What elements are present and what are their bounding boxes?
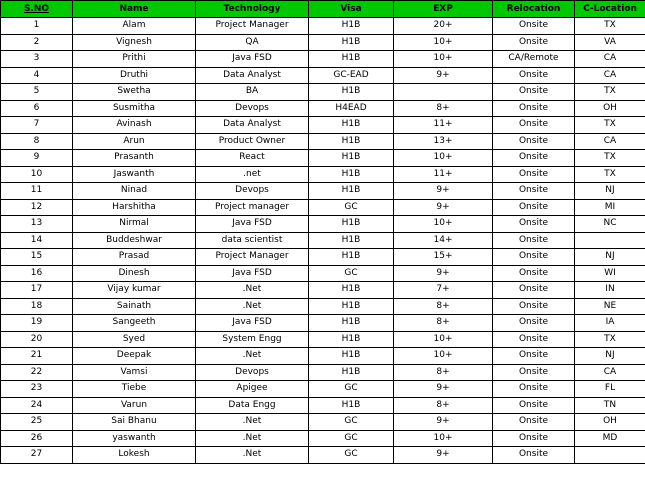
cell-visa[interactable]: H1B [309, 397, 394, 414]
cell-relocation[interactable]: Onsite [493, 348, 575, 365]
cell-technology[interactable]: Java FSD [196, 315, 309, 332]
cell-technology[interactable]: Project Manager [196, 18, 309, 35]
cell-location[interactable]: MI [575, 199, 645, 216]
cell-visa[interactable]: H1B [309, 117, 394, 134]
cell-location[interactable]: NJ [575, 183, 645, 200]
cell-location[interactable]: TX [575, 331, 645, 348]
cell-name[interactable]: Avinash [73, 117, 196, 134]
cell-technology[interactable]: Product Owner [196, 133, 309, 150]
table-row [1, 150, 645, 167]
cell-relocation[interactable]: Onsite [493, 331, 575, 348]
cell-location[interactable]: NJ [575, 249, 645, 266]
cell-location[interactable]: CA [575, 67, 645, 84]
cell-sno[interactable]: 12 [1, 199, 73, 216]
table-row [1, 348, 645, 365]
cell-relocation[interactable]: Onsite [493, 199, 575, 216]
cell-technology[interactable]: data scientist [196, 232, 309, 249]
cell-name[interactable]: Prasanth [73, 150, 196, 167]
cell-name[interactable]: Buddeshwar [73, 232, 196, 249]
table-row [1, 51, 645, 68]
table-row [1, 430, 645, 447]
cell-visa[interactable]: H1B [309, 18, 394, 35]
cell-name[interactable]: Dinesh [73, 265, 196, 282]
cell-technology[interactable]: .Net [196, 414, 309, 431]
cell-sno[interactable]: 15 [1, 249, 73, 266]
cell-relocation[interactable]: Onsite [493, 397, 575, 414]
cell-sno[interactable]: 1 [1, 18, 73, 35]
cell-visa[interactable]: H1B [309, 183, 394, 200]
table-row [1, 282, 645, 299]
cell-visa[interactable]: GC [309, 265, 394, 282]
cell-sno[interactable]: 22 [1, 364, 73, 381]
cell-technology[interactable]: React [196, 150, 309, 167]
cell-exp[interactable]: 10+ [394, 34, 493, 51]
cell-exp[interactable]: 9+ [394, 381, 493, 398]
cell-name[interactable]: Syed [73, 331, 196, 348]
cell-name[interactable]: Vamsi [73, 364, 196, 381]
table-row [1, 447, 645, 464]
cell-exp[interactable]: 13+ [394, 133, 493, 150]
cell-location[interactable]: TX [575, 18, 645, 35]
cell-name[interactable]: Sai Bhanu [73, 414, 196, 431]
cell-visa[interactable]: H1B [309, 34, 394, 51]
cell-sno[interactable]: 17 [1, 282, 73, 299]
cell-name[interactable]: Sangeeth [73, 315, 196, 332]
table-row [1, 18, 645, 35]
cell-visa[interactable]: GC [309, 447, 394, 464]
cell-relocation[interactable]: Onsite [493, 232, 575, 249]
cell-relocation[interactable]: Onsite [493, 150, 575, 167]
cell-exp[interactable]: 9+ [394, 265, 493, 282]
cell-location[interactable]: CA [575, 51, 645, 68]
table-row [1, 34, 645, 51]
cell-relocation[interactable]: Onsite [493, 84, 575, 101]
header-relocation[interactable]: Relocation [493, 1, 575, 18]
cell-exp[interactable]: 10+ [394, 51, 493, 68]
cell-relocation[interactable]: Onsite [493, 414, 575, 431]
cell-location[interactable]: TX [575, 150, 645, 167]
cell-technology[interactable]: System Engg [196, 331, 309, 348]
header-visa[interactable]: Visa [309, 1, 394, 18]
table-row [1, 265, 645, 282]
table-row [1, 166, 645, 183]
cell-exp[interactable]: 8+ [394, 315, 493, 332]
cell-technology[interactable]: BA [196, 84, 309, 101]
cell-relocation[interactable]: Onsite [493, 381, 575, 398]
table-row [1, 298, 645, 315]
cell-location[interactable]: NC [575, 216, 645, 233]
cell-location[interactable]: IN [575, 282, 645, 299]
cell-sno[interactable]: 21 [1, 348, 73, 365]
cell-exp[interactable]: 20+ [394, 18, 493, 35]
cell-technology[interactable]: .Net [196, 298, 309, 315]
cell-relocation[interactable]: Onsite [493, 282, 575, 299]
cell-sno[interactable]: 11 [1, 183, 73, 200]
cell-location[interactable]: OH [575, 100, 645, 117]
cell-relocation[interactable]: Onsite [493, 249, 575, 266]
cell-location[interactable]: TX [575, 84, 645, 101]
header-exp[interactable]: EXP [394, 1, 493, 18]
cell-sno[interactable]: 10 [1, 166, 73, 183]
cell-sno[interactable]: 18 [1, 298, 73, 315]
cell-location[interactable]: WI [575, 265, 645, 282]
table-row [1, 183, 645, 200]
table-row [1, 381, 645, 398]
cell-visa[interactable]: H1B [309, 348, 394, 365]
cell-visa[interactable]: H1B [309, 166, 394, 183]
cell-exp[interactable]: 14+ [394, 232, 493, 249]
cell-relocation[interactable]: Onsite [493, 34, 575, 51]
cell-name[interactable]: Jaswanth [73, 166, 196, 183]
cell-relocation[interactable]: Onsite [493, 183, 575, 200]
cell-location[interactable]: VA [575, 34, 645, 51]
cell-sno[interactable]: 16 [1, 265, 73, 282]
cell-technology[interactable]: Devops [196, 100, 309, 117]
cell-visa[interactable]: H4EAD [309, 100, 394, 117]
cell-exp[interactable]: 10+ [394, 150, 493, 167]
cell-exp[interactable]: 7+ [394, 282, 493, 299]
table-row [1, 84, 645, 101]
cell-name[interactable]: Sainath [73, 298, 196, 315]
cell-visa[interactable]: H1B [309, 232, 394, 249]
cell-location[interactable] [575, 232, 645, 249]
cell-sno[interactable]: 2 [1, 34, 73, 51]
cell-visa[interactable]: H1B [309, 216, 394, 233]
cell-name[interactable]: Susmitha [73, 100, 196, 117]
header-technology[interactable]: Technology [196, 1, 309, 18]
cell-technology[interactable]: .Net [196, 282, 309, 299]
cell-sno[interactable]: 3 [1, 51, 73, 68]
cell-name[interactable]: Ninad [73, 183, 196, 200]
cell-sno[interactable]: 19 [1, 315, 73, 332]
cell-technology[interactable]: Devops [196, 183, 309, 200]
cell-visa[interactable]: H1B [309, 150, 394, 167]
cell-sno[interactable]: 9 [1, 150, 73, 167]
cell-relocation[interactable]: Onsite [493, 18, 575, 35]
cell-sno[interactable]: 23 [1, 381, 73, 398]
cell-technology[interactable]: Java FSD [196, 51, 309, 68]
cell-sno[interactable]: 14 [1, 232, 73, 249]
cell-visa[interactable]: GC-EAD [309, 67, 394, 84]
cell-sno[interactable]: 4 [1, 67, 73, 84]
cell-visa[interactable]: H1B [309, 282, 394, 299]
table-row [1, 133, 645, 150]
header-location[interactable]: C-Location [575, 1, 645, 18]
cell-exp[interactable]: 9+ [394, 199, 493, 216]
cell-visa[interactable]: GC [309, 414, 394, 431]
cell-name[interactable]: Swetha [73, 84, 196, 101]
cell-name[interactable]: yaswanth [73, 430, 196, 447]
cell-location[interactable]: TN [575, 397, 645, 414]
cell-exp[interactable]: 8+ [394, 298, 493, 315]
cell-relocation[interactable]: Onsite [493, 166, 575, 183]
header-row [1, 1, 645, 18]
cell-relocation[interactable]: Onsite [493, 430, 575, 447]
cell-visa[interactable]: GC [309, 381, 394, 398]
cell-exp[interactable]: 11+ [394, 166, 493, 183]
cell-visa[interactable]: H1B [309, 84, 394, 101]
cell-relocation[interactable]: Onsite [493, 364, 575, 381]
cell-technology[interactable]: Devops [196, 364, 309, 381]
cell-exp[interactable]: 10+ [394, 348, 493, 365]
cell-technology[interactable]: QA [196, 34, 309, 51]
cell-sno[interactable]: 20 [1, 331, 73, 348]
table-row [1, 117, 645, 134]
cell-relocation[interactable]: Onsite [493, 315, 575, 332]
cell-location[interactable]: TX [575, 166, 645, 183]
cell-visa[interactable]: H1B [309, 51, 394, 68]
cell-location[interactable]: FL [575, 381, 645, 398]
cell-technology[interactable]: .Net [196, 348, 309, 365]
cell-relocation[interactable]: Onsite [493, 298, 575, 315]
table-row [1, 397, 645, 414]
cell-exp[interactable]: 8+ [394, 100, 493, 117]
cell-exp[interactable]: 10+ [394, 331, 493, 348]
cell-exp[interactable]: 8+ [394, 397, 493, 414]
cell-sno[interactable]: 7 [1, 117, 73, 134]
cell-location[interactable]: NJ [575, 348, 645, 365]
cell-location[interactable]: TX [575, 117, 645, 134]
cell-location[interactable]: CA [575, 133, 645, 150]
table-row [1, 100, 645, 117]
cell-exp[interactable]: 11+ [394, 117, 493, 134]
table-row [1, 331, 645, 348]
cell-technology[interactable]: Project Manager [196, 249, 309, 266]
cell-visa[interactable]: H1B [309, 133, 394, 150]
cell-technology[interactable]: Data Engg [196, 397, 309, 414]
cell-exp[interactable]: 9+ [394, 447, 493, 464]
cell-exp[interactable] [394, 84, 493, 101]
cell-sno[interactable]: 5 [1, 84, 73, 101]
cell-exp[interactable]: 10+ [394, 216, 493, 233]
cell-visa[interactable]: GC [309, 199, 394, 216]
cell-visa[interactable]: H1B [309, 298, 394, 315]
cell-technology[interactable]: .net [196, 166, 309, 183]
cell-name[interactable]: Alam [73, 18, 196, 35]
cell-technology[interactable]: .Net [196, 447, 309, 464]
cell-technology[interactable]: .Net [196, 430, 309, 447]
cell-exp[interactable]: 15+ [394, 249, 493, 266]
cell-visa[interactable]: GC [309, 430, 394, 447]
table-row [1, 216, 645, 233]
header-sno[interactable]: S.NO [1, 1, 73, 18]
cell-technology[interactable]: Java FSD [196, 265, 309, 282]
cell-visa[interactable]: H1B [309, 249, 394, 266]
cell-name[interactable]: Druthi [73, 67, 196, 84]
cell-exp[interactable]: 9+ [394, 183, 493, 200]
cell-location[interactable]: NE [575, 298, 645, 315]
cell-name[interactable]: Lokesh [73, 447, 196, 464]
cell-name[interactable]: Harshitha [73, 199, 196, 216]
cell-exp[interactable]: 10+ [394, 430, 493, 447]
cell-location[interactable]: CA [575, 364, 645, 381]
cell-technology[interactable]: Data Analyst [196, 117, 309, 134]
table-row [1, 364, 645, 381]
cell-name[interactable]: Prasad [73, 249, 196, 266]
cell-relocation[interactable]: Onsite [493, 117, 575, 134]
cell-exp[interactable]: 8+ [394, 364, 493, 381]
cell-name[interactable]: Deepak [73, 348, 196, 365]
cell-name[interactable]: Tiebe [73, 381, 196, 398]
cell-relocation[interactable]: Onsite [493, 133, 575, 150]
cell-relocation[interactable]: Onsite [493, 447, 575, 464]
table-row [1, 414, 645, 431]
cell-relocation[interactable]: CA/Remote [493, 51, 575, 68]
cell-technology[interactable]: Project manager [196, 199, 309, 216]
table-row [1, 249, 645, 266]
cell-technology[interactable]: Apigee [196, 381, 309, 398]
cell-name[interactable]: Nirmal [73, 216, 196, 233]
header-name[interactable]: Name [73, 1, 196, 18]
cell-sno[interactable]: 13 [1, 216, 73, 233]
cell-name[interactable]: Varun [73, 397, 196, 414]
cell-sno[interactable]: 8 [1, 133, 73, 150]
cell-relocation[interactable]: Onsite [493, 100, 575, 117]
cell-sno[interactable]: 27 [1, 447, 73, 464]
cell-location[interactable] [575, 447, 645, 464]
cell-sno[interactable]: 24 [1, 397, 73, 414]
table-row [1, 199, 645, 216]
cell-visa[interactable]: H1B [309, 364, 394, 381]
table-row [1, 67, 645, 84]
table-row [1, 232, 645, 249]
cell-relocation[interactable]: Onsite [493, 265, 575, 282]
cell-name[interactable]: Prithi [73, 51, 196, 68]
cell-relocation[interactable]: Onsite [493, 216, 575, 233]
cell-relocation[interactable]: Onsite [493, 67, 575, 84]
cell-visa[interactable]: H1B [309, 315, 394, 332]
cell-technology[interactable]: Data Analyst [196, 67, 309, 84]
cell-name[interactable]: Arun [73, 133, 196, 150]
cell-sno[interactable]: 26 [1, 430, 73, 447]
cell-technology[interactable]: Java FSD [196, 216, 309, 233]
cell-sno[interactable]: 6 [1, 100, 73, 117]
cell-name[interactable]: Vignesh [73, 34, 196, 51]
cell-location[interactable]: OH [575, 414, 645, 431]
table-row [1, 315, 645, 332]
cell-name[interactable]: Vijay kumar [73, 282, 196, 299]
cell-visa[interactable]: H1B [309, 331, 394, 348]
cell-exp[interactable]: 9+ [394, 67, 493, 84]
cell-location[interactable]: IA [575, 315, 645, 332]
cell-sno[interactable]: 25 [1, 414, 73, 431]
cell-exp[interactable]: 9+ [394, 414, 493, 431]
cell-location[interactable]: MD [575, 430, 645, 447]
